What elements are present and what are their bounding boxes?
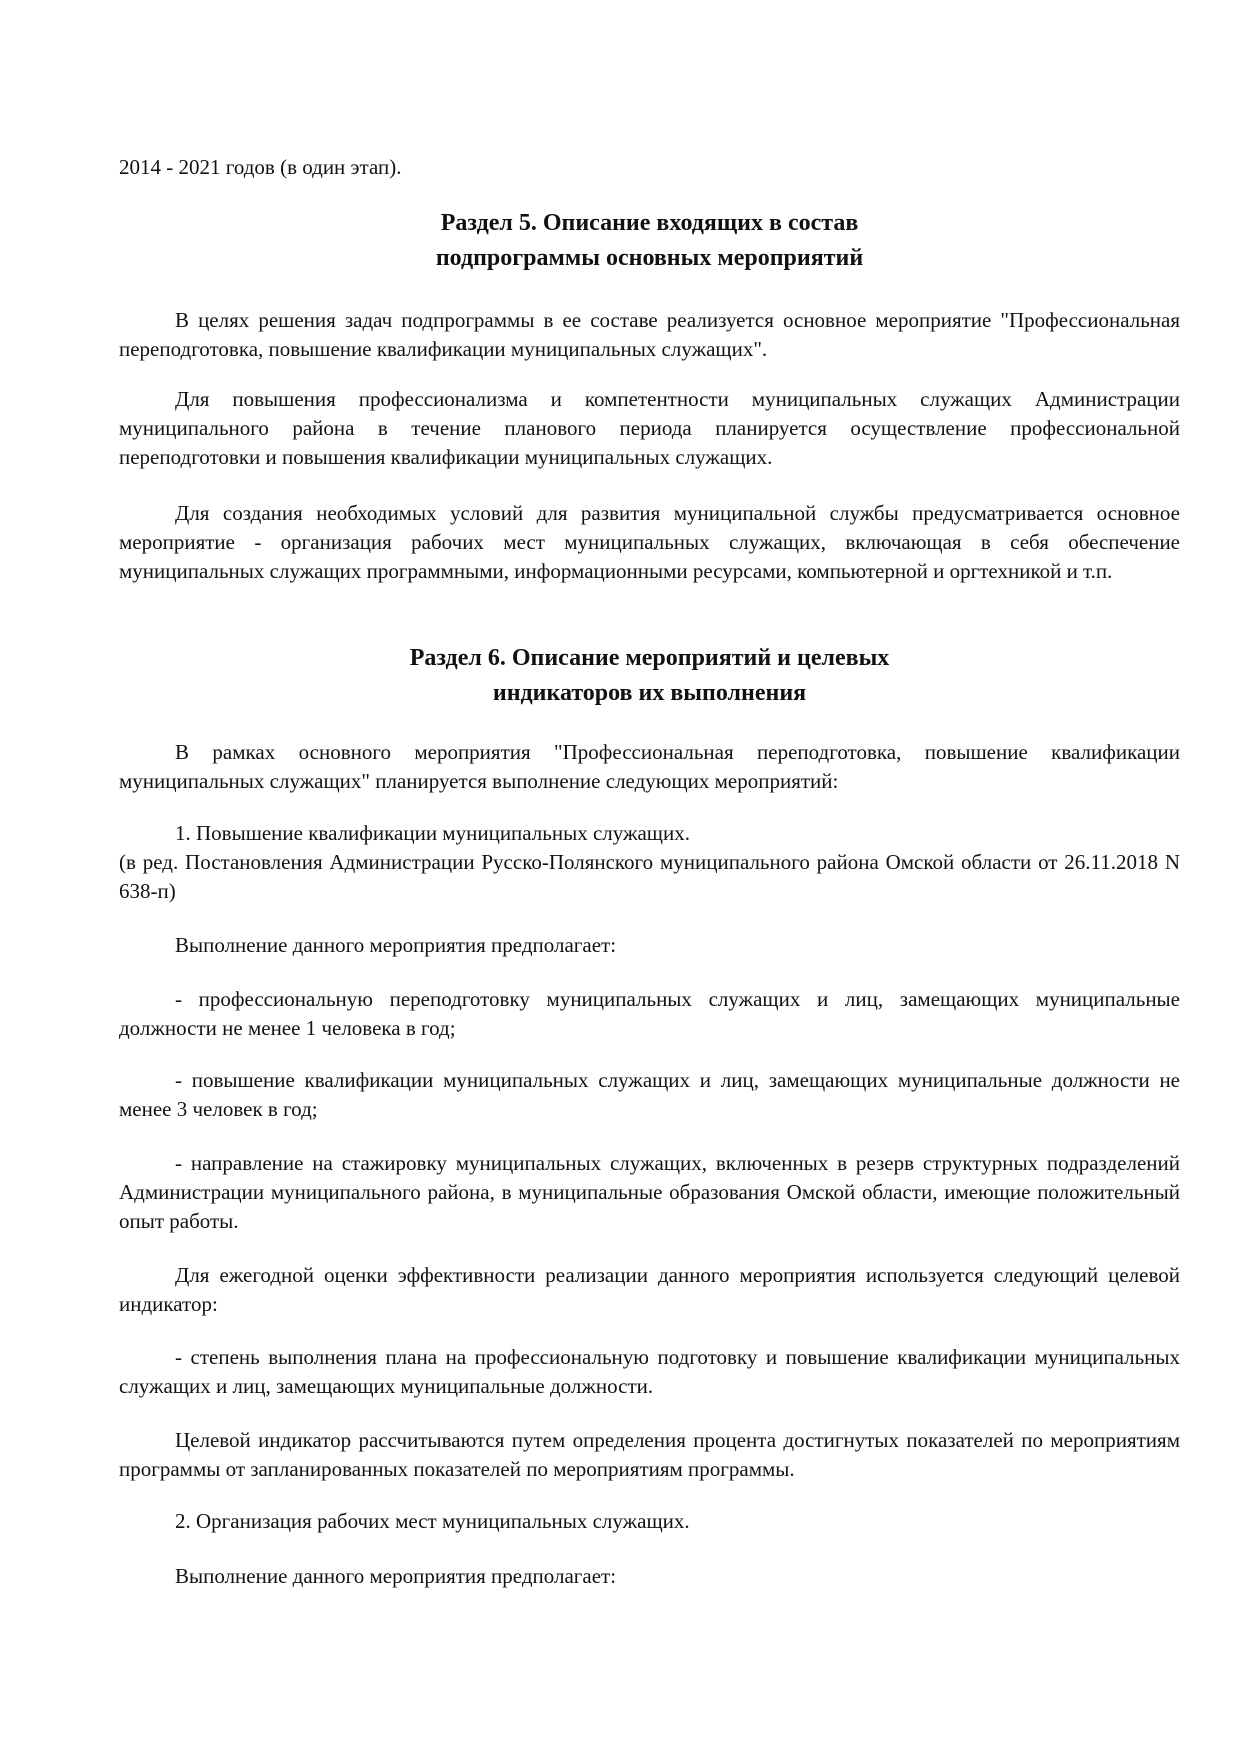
section-6-heading xyxy=(119,641,1180,711)
paragraph: Выполнение данного мероприятия предполагает: xyxy=(175,1564,617,1588)
list-item-heading: 2. Организация рабочих мест муниципальных служащих. xyxy=(175,1509,690,1533)
paragraph: В целях решения задач подпрограммы в ее составе реализуется основное мероприятие "Профессиональная переподготовка, повышение квалификации муниципальных служащих". xyxy=(119,308,1180,361)
list-item-heading: 1. Повышение квалификации муниципальных служащих. xyxy=(175,821,690,845)
section-6-heading-line1: Раздел 6. Описание мероприятий и целевых xyxy=(409,645,890,671)
section-5-heading-line1: Раздел 5. Описание входящих в состав xyxy=(440,210,859,236)
list-item: - повышение квалификации муниципальных служащих и лиц, замещающих муниципальные должности не менее 3 человек в год; xyxy=(119,1068,1180,1121)
paragraph: Для создания необходимых условий для развития муниципальной службы предусматривается основное мероприятие - организация рабочих мест муниципальных служащих, включающая в себя обеспечение муниципальных служащих программными, информационными ресурсами, компьютерной и оргтехникой и т.п. xyxy=(119,501,1180,583)
section-6-heading-line2: индикаторов их выполнения xyxy=(492,680,807,706)
amendment-note: (в ред. Постановления Администрации Русско-Полянского муниципального района Омской области от 26.11.2018 N 638-п) xyxy=(119,850,1180,903)
paragraph: Выполнение данного мероприятия предполагает: xyxy=(175,933,617,957)
section-5-heading xyxy=(119,206,1180,276)
paragraph: Для повышения профессионализма и компетентности муниципальных служащих Администрации муниципального района в течение планового периода планируется осуществление профессиональной переподготовки и повышения квалификации муниципальных служащих. xyxy=(119,387,1180,469)
list-item: - профессиональную переподготовку муниципальных служащих и лиц, замещающих муниципальные должности не менее 1 человека в год; xyxy=(119,987,1180,1040)
section-5-heading-line2: подпрограммы основных мероприятий xyxy=(435,245,864,271)
list-item: - направление на стажировку муниципальных служащих, включенных в резерв структурных подразделений Администрации муниципального района, в муниципальные образования Омской области, имеющие положительный опыт работы. xyxy=(119,1151,1180,1233)
paragraph: Для ежегодной оценки эффективности реализации данного мероприятия используется следующий целевой индикатор: xyxy=(119,1263,1180,1316)
paragraph: В рамках основного мероприятия "Профессиональная переподготовка, повышение квалификации муниципальных служащих" планируется выполнение следующих мероприятий: xyxy=(119,740,1180,793)
intro-text: 2014 - 2021 годов (в один этап). xyxy=(119,155,402,179)
paragraph: Целевой индикатор рассчитываются путем определения процента достигнутых показателей по мероприятиям программы от запланированных показателей по мероприятиям программы. xyxy=(119,1428,1180,1481)
list-item: - степень выполнения плана на профессиональную подготовку и повышение квалификации муниципальных служащих и лиц, замещающих муниципальные должности. xyxy=(119,1345,1180,1398)
